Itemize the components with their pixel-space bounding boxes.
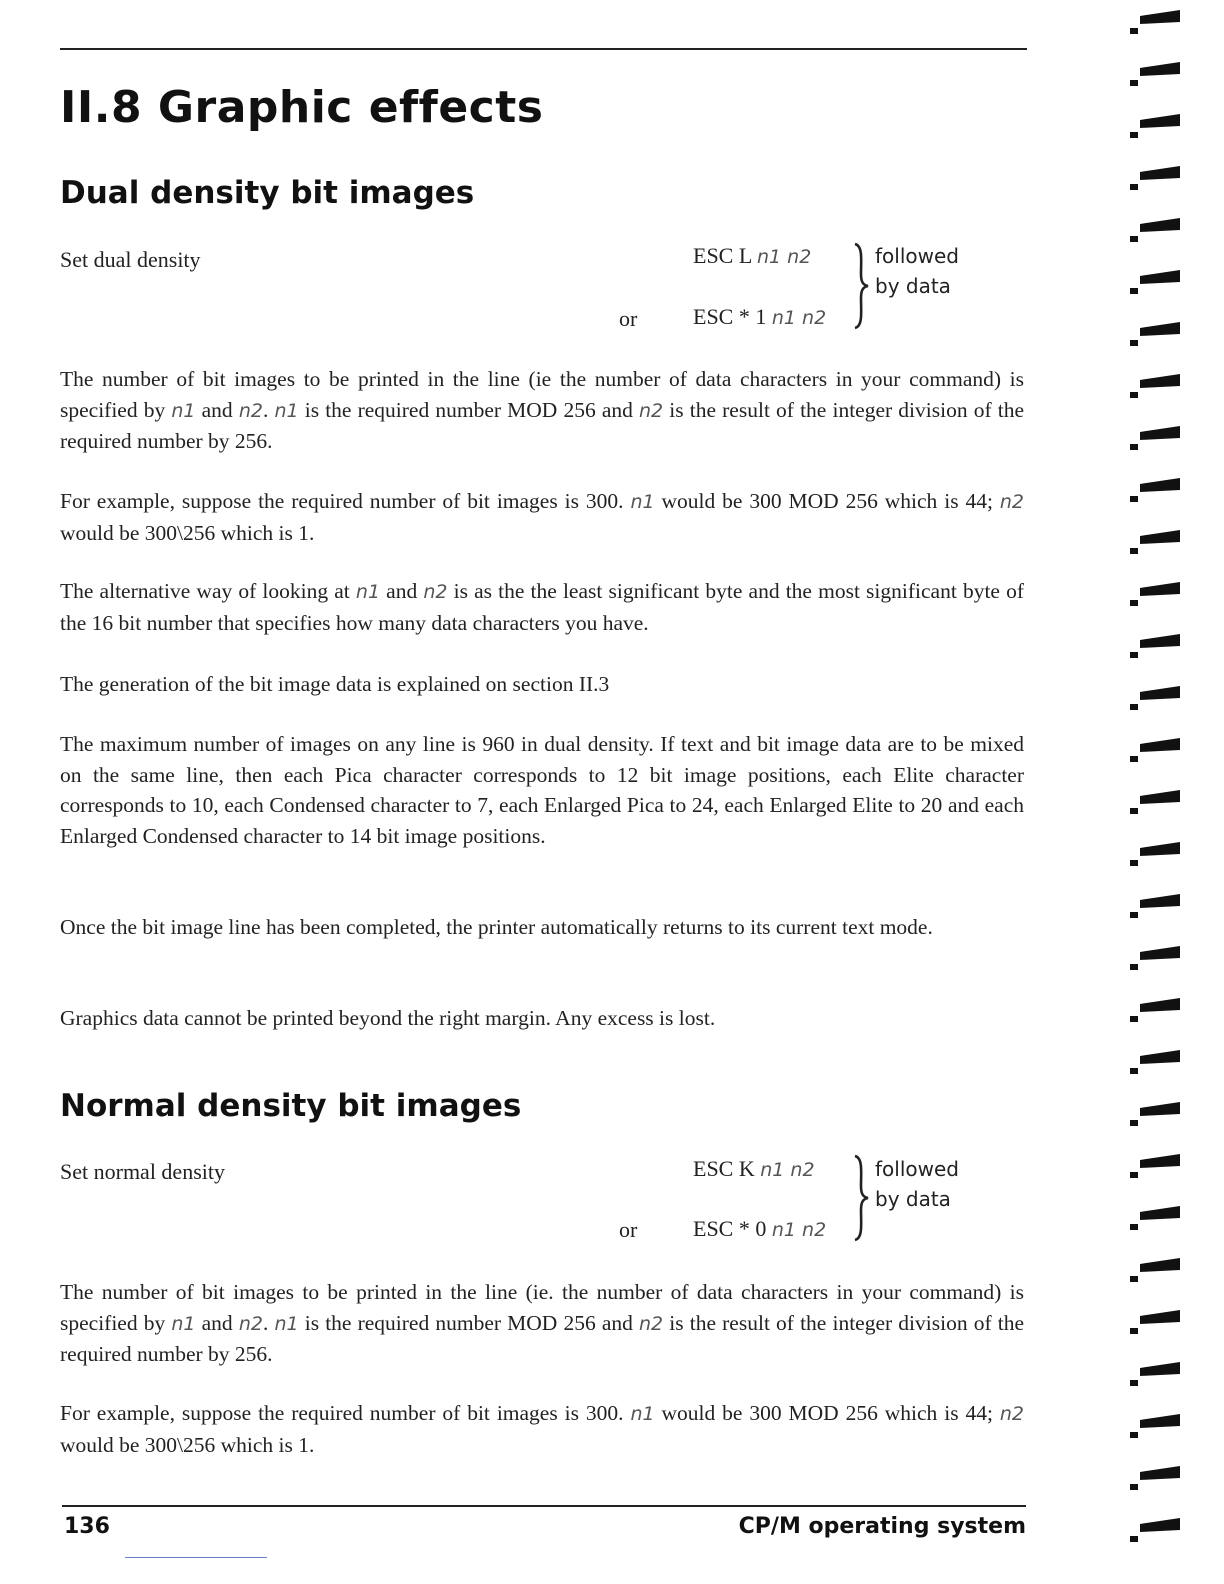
text-run: would be 300 MOD 256 which is 44; [654,489,1000,513]
param-n2: n2 [999,491,1025,513]
normal-or: or [619,1217,638,1242]
text-run: and [380,579,424,603]
normal-paragraph-2 [60,1398,1024,1460]
normal-note-line1: followed [875,1157,959,1181]
edge-tab-nub [1130,600,1138,606]
text-run: is the required number MOD 256 and [298,1310,640,1335]
edge-tab-nub [1130,1484,1138,1490]
normal-note [875,1154,959,1214]
page-number: 136 [64,1514,110,1539]
edge-tab-bar [1140,842,1180,856]
footer-title: CP/M operating system [738,1514,1026,1539]
dual-density-label: Set dual density [60,247,201,272]
footer-rule [62,1505,1026,1507]
edge-tab-nub [1130,912,1138,918]
edge-tab-nub [1130,1328,1138,1334]
text-run: would be 300\256 which is 1. [60,520,315,545]
dual-density-heading: Dual density bit images [60,175,475,211]
text-run: For example, suppose the required number of bit images is 300. [60,1401,631,1425]
section-heading: II.8 Graphic effects [60,82,544,133]
normal-command-1-params: n1 n2 [760,1159,815,1181]
text-run: is as the the least significant byte and the most significant byte of the 16 bit number that specifies how many data characters you have. [60,579,1024,635]
param-n2: n2 [999,1403,1025,1425]
text-run: would be 300\256 which is 1. [60,1432,315,1457]
text-run: is the required number MOD 256 and [298,397,640,422]
edge-tab-bar [1140,1518,1180,1532]
text-run: and [195,1310,239,1335]
edge-tab-nub [1130,756,1138,762]
text-run: The alternative way of looking at [60,579,356,603]
edge-tab-nub [1130,340,1138,346]
dual-paragraph-7: Graphics data cannot be printed beyond the right margin. Any excess is lost. [60,1006,716,1030]
text-run: and [195,397,239,422]
edge-tab-bar [1140,1414,1180,1428]
edge-tab-bar [1140,790,1180,804]
dual-paragraph-5: The maximum number of images on any line is 960 in dual density. If text and bit image data are to be mixed on the same line, then each Pica character corresponds to 12 bit image positions, each Elite character corresponds to 10, each Condensed character to 7, each Enlarged Pica to 24, each Enlarged Elite to 20 and each Enlarged Condensed character to 14 bit image positions. [60,732,1024,848]
edge-tab-bar [1140,530,1180,544]
normal-brace-icon [851,1152,871,1244]
edge-tab-bar [1140,1310,1180,1324]
param-n1: n1 [630,491,655,513]
edge-tab-bar [1140,114,1180,128]
edge-tab-bar [1140,374,1180,388]
edge-tab-bar [1140,634,1180,648]
dual-command-1 [693,243,811,269]
param-n2: n2 [423,581,448,603]
dual-paragraph-6: Once the bit image line has been completed, the printer automatically returns to its current text mode. [60,915,933,939]
text-run: . [262,1310,275,1335]
text-run: is the result of the integer division of the required number by 256. [60,397,1025,453]
dual-paragraph-3 [60,576,1024,638]
edge-tab-nub [1130,1224,1138,1230]
edge-tab-bar [1140,894,1180,908]
dual-paragraph-2 [60,486,1024,548]
param-n1: n1 [171,1312,196,1335]
edge-tab-nub [1130,860,1138,866]
dual-command-2-prefix: ESC * 1 [693,304,772,329]
dual-command-1-prefix: ESC L [693,243,757,268]
edge-tab-bar [1140,270,1180,284]
edge-tab-bar [1140,1102,1180,1116]
normal-command-2-prefix: ESC * 0 [693,1216,772,1241]
edge-tab-nub [1130,1536,1138,1542]
edge-tab-nub [1130,288,1138,294]
text-run: The number of bit images to be printed in the line (ie. the number of data characters in your command) is specified by [60,1280,1024,1335]
edge-tab-bar [1140,218,1180,232]
dual-note-line2: by data [875,274,951,298]
edge-tab-nub [1130,1432,1138,1438]
edge-tab-nub [1130,1016,1138,1022]
normal-command-1 [693,1156,815,1182]
edge-tab-nub [1130,1120,1138,1126]
dual-brace-icon [851,240,871,332]
normal-command-2 [693,1216,826,1242]
edge-tab-bar [1140,62,1180,76]
edge-tab-nub [1130,1068,1138,1074]
edge-tab-nub [1130,184,1138,190]
edge-tab-nub [1130,704,1138,710]
edge-tab-nub [1130,132,1138,138]
dual-command-1-params: n1 n2 [756,246,812,268]
param-n1: n1 [171,399,196,422]
edge-tab-bar [1140,686,1180,700]
edge-tab-nub [1130,444,1138,450]
dual-paragraph-4: The generation of the bit image data is explained on section II.3 [60,672,610,696]
top-rule [60,48,1027,50]
edge-tab-bar [1140,426,1180,440]
edge-tab-bar [1140,10,1180,24]
text-run: . [262,397,275,422]
normal-density-label: Set normal density [60,1159,225,1184]
footer-underline [125,1557,267,1558]
normal-note-line2: by data [875,1187,951,1211]
param-n2: n2 [639,399,664,422]
edge-tab-nub [1130,392,1138,398]
edge-tab-nub [1130,1380,1138,1386]
edge-tab-bar [1140,166,1180,180]
edge-tab-nub [1130,28,1138,34]
normal-paragraph-1 [60,1277,1024,1370]
text-run: For example, suppose the required number of bit images is 300. [60,489,631,513]
dual-note-line1: followed [875,244,959,268]
dual-or: or [619,306,638,331]
edge-tab-bar [1140,998,1180,1012]
text-run: is the result of the integer division of the required number by 256. [60,1310,1025,1366]
dual-note [875,241,959,301]
edge-tab-nub [1130,548,1138,554]
page-edge-tabs [1120,0,1224,1584]
edge-tab-bar [1140,1258,1180,1272]
param-n2: n2 [238,1312,263,1335]
edge-tab-nub [1130,964,1138,970]
normal-command-2-params: n1 n2 [771,1219,827,1241]
param-n1: n1 [355,581,381,603]
edge-tab-bar [1140,478,1180,492]
edge-tab-bar [1140,1362,1180,1376]
edge-tab-nub [1130,1172,1138,1178]
dual-paragraph-1 [60,364,1024,457]
edge-tab-bar [1140,1154,1180,1168]
dual-command-2-params: n1 n2 [771,307,827,329]
normal-command-1-prefix: ESC K [693,1156,761,1181]
param-n2: n2 [238,399,263,422]
edge-tab-marks [1130,10,1180,1542]
edge-tab-nub [1130,236,1138,242]
edge-tab-bar [1140,1206,1180,1220]
normal-density-heading: Normal density bit images [60,1088,522,1124]
text-run: would be 300 MOD 256 which is 44; [654,1401,1000,1425]
edge-tab-bar [1140,582,1180,596]
edge-tab-nub [1130,80,1138,86]
param-n1: n1 [274,1312,299,1335]
edge-tab-nub [1130,496,1138,502]
dual-command-2 [693,304,826,330]
edge-tab-nub [1130,808,1138,814]
edge-tab-bar [1140,738,1180,752]
edge-tab-bar [1140,1466,1180,1480]
edge-tab-bar [1140,322,1180,336]
param-n1: n1 [630,1403,655,1425]
edge-tab-nub [1130,1276,1138,1282]
param-n2: n2 [639,1312,664,1335]
edge-tab-bar [1140,946,1180,960]
edge-tab-nub [1130,652,1138,658]
param-n1: n1 [274,399,299,422]
text-run: The number of bit images to be printed in the line (ie the number of data characters in your command) is specified by [60,367,1024,422]
edge-tab-bar [1140,1050,1180,1064]
